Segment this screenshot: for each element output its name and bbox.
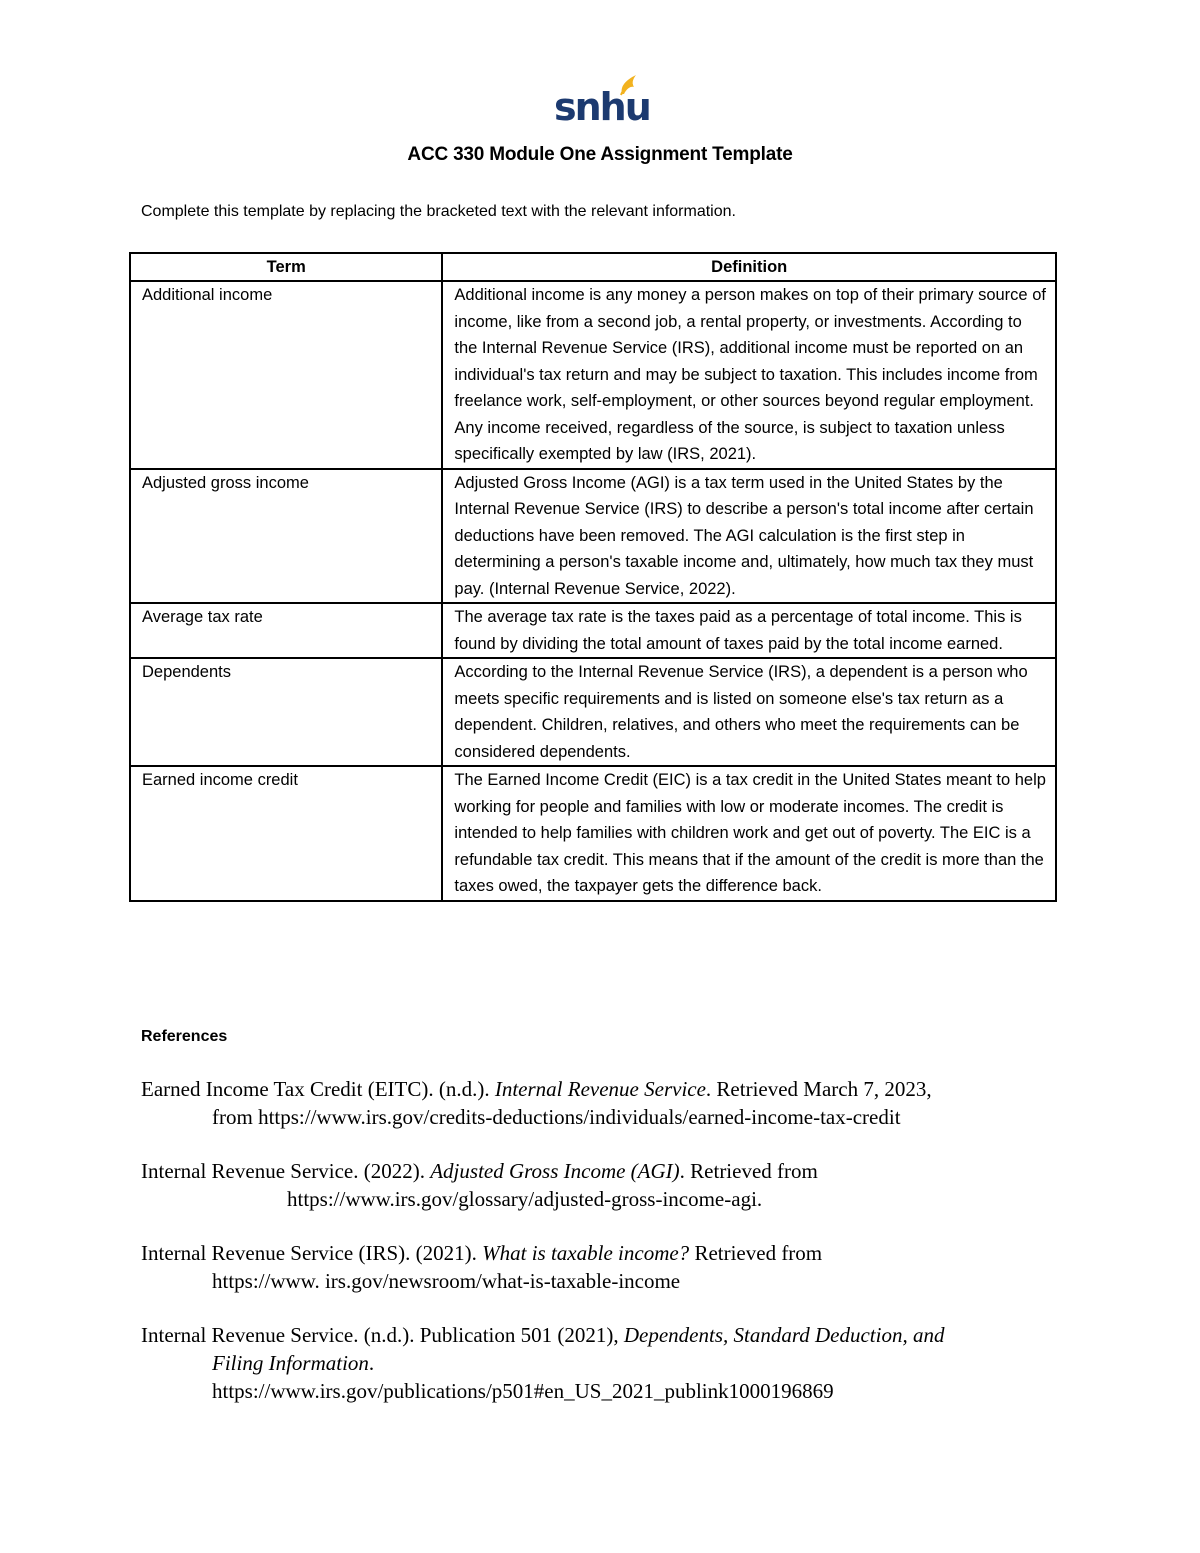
reference-item — [141, 1321, 1081, 1405]
reference-title: Adjusted Gross Income (AGI) — [430, 1159, 680, 1183]
reference-text: . Retrieved March 7, 2023, — [705, 1077, 932, 1101]
definition-cell: The average tax rate is the taxes paid as a percentage of total income. This is found by dividing the total amount of taxes paid by the total income earned. — [442, 603, 1056, 658]
table-row — [130, 281, 1056, 469]
term-cell: Adjusted gross income — [130, 469, 442, 604]
reference-item — [141, 1239, 1081, 1295]
term-column-header: Term — [130, 253, 442, 281]
logo-wordmark: snhu — [554, 85, 650, 129]
term-cell: Earned income credit — [130, 766, 442, 901]
terms-table — [129, 252, 1057, 902]
references-heading: References — [141, 1028, 228, 1045]
reference-title: Dependents, Standard Deduction, and — [623, 1323, 945, 1347]
term-cell: Additional income — [130, 281, 442, 469]
reference-title: Filing Information — [212, 1351, 369, 1375]
reference-url: https://www. irs.gov/newsroom/what-is-taxable-income — [212, 1269, 681, 1293]
term-cell: Dependents — [130, 658, 442, 766]
definition-cell: The Earned Income Credit (EIC) is a tax credit in the United States meant to help working for people and families with low or moderate incomes. The credit is intended to help families with children work and get out of poverty. The EIC is a refundable tax credit. This means that if the amount of the credit is more than the taxes owed, the taxpayer gets the difference back. — [442, 766, 1056, 901]
instructions-text: Complete this template by replacing the bracketed text with the relevant information. — [141, 203, 736, 220]
table-row — [130, 658, 1056, 766]
reference-text: Internal Revenue Service. (n.d.). Publication 501 (2021), — [141, 1323, 624, 1347]
definition-cell: Adjusted Gross Income (AGI) is a tax term used in the United States by the Internal Revenue Service (IRS) to describe a person's total income after certain deductions have been removed. The AGI calculation is the first step in determining a person's taxable income and, ultimately, how much tax they must pay. (Internal Revenue Service, 2022). — [442, 469, 1056, 604]
reference-text: . Retrieved from — [679, 1159, 818, 1183]
reference-title: What is taxable income? — [482, 1241, 690, 1265]
reference-url: from https://www.irs.gov/credits-deductions/individuals/earned-income-tax-credit — [212, 1105, 901, 1129]
definition-cell: Additional income is any money a person makes on top of their primary source of income, like from a second job, a rental property, or investments. According to the Internal Revenue Service (IRS), additional income must be reported on an individual's tax return and may be subject to taxation. This includes income from freelance work, self-employment, or other sources beyond regular employment. Any income received, regardless of the source, is subject to taxation unless specifically exempted by law (IRS, 2021). — [442, 281, 1056, 469]
table-row — [130, 469, 1056, 604]
definition-cell: According to the Internal Revenue Service (IRS), a dependent is a person who meets specific requirements and is listed on someone else's tax return as a dependent. Children, relatives, and others who meet the requirements can be considered dependents. — [442, 658, 1056, 766]
table-row — [130, 603, 1056, 658]
term-cell: Average tax rate — [130, 603, 442, 658]
reference-item — [141, 1075, 1081, 1131]
reference-item — [141, 1157, 1081, 1213]
table-row — [130, 766, 1056, 901]
reference-text: Earned Income Tax Credit (EITC). (n.d.). — [141, 1077, 495, 1101]
reference-text: Internal Revenue Service. (2022). — [141, 1159, 431, 1183]
page-title: ACC 330 Module One Assignment Template — [407, 144, 793, 165]
reference-title: Internal Revenue Service — [494, 1077, 706, 1101]
definition-column-header: Definition — [442, 253, 1056, 281]
snhu-logo — [554, 74, 650, 132]
reference-text: Internal Revenue Service (IRS). (2021). — [141, 1241, 483, 1265]
reference-text: Retrieved from — [689, 1241, 823, 1265]
reference-url: https://www.irs.gov/publications/p501#en_US_2021_publink1000196869 — [212, 1379, 834, 1403]
table-header-row — [130, 253, 1056, 281]
references-list — [141, 1075, 1081, 1431]
reference-url: https://www.irs.gov/glossary/adjusted-gross-income-agi. — [287, 1187, 763, 1211]
reference-text: . — [368, 1351, 375, 1375]
